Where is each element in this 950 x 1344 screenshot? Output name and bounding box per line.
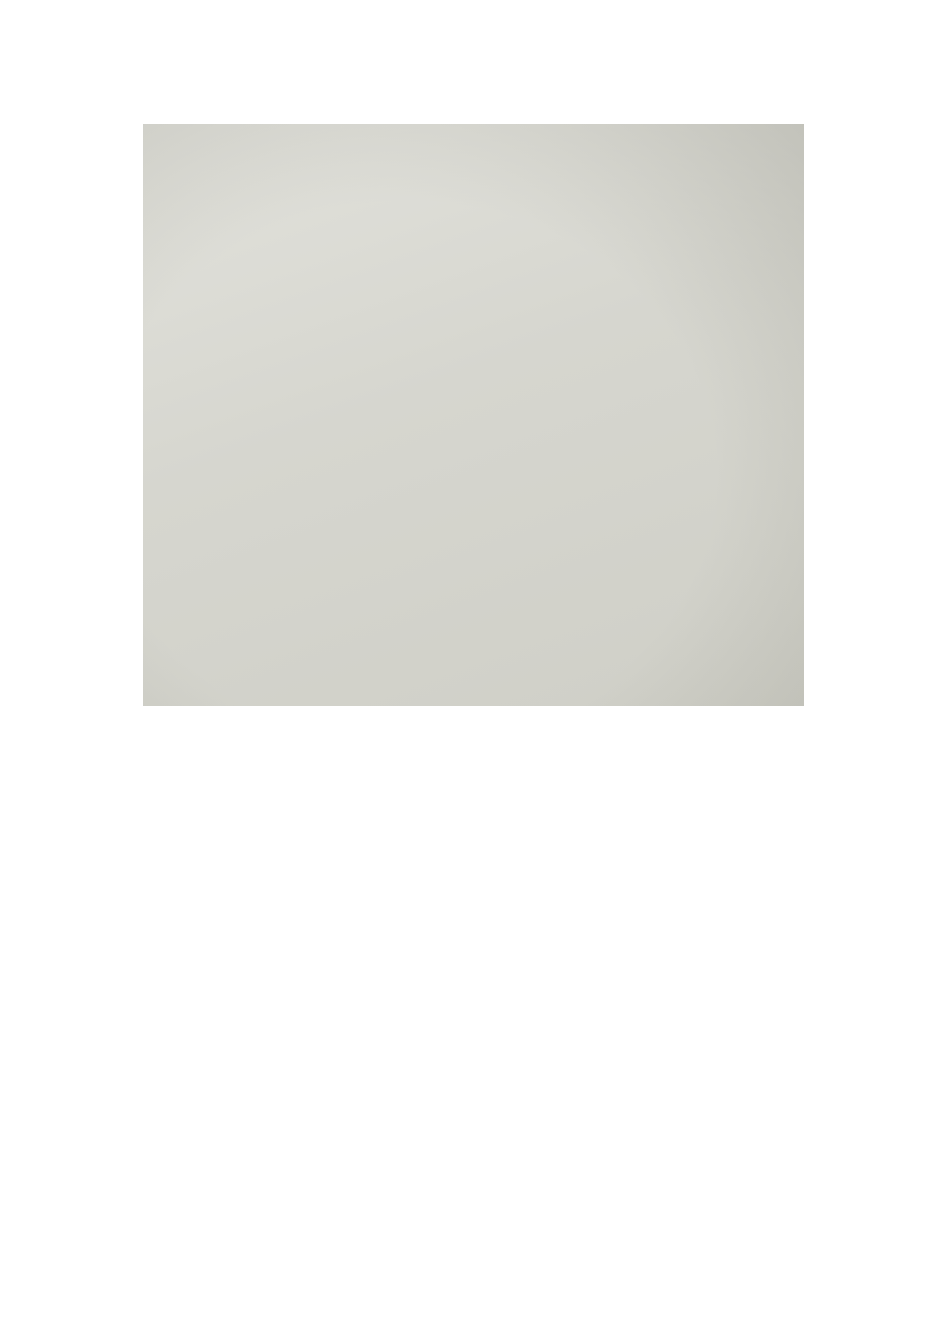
notes-content bbox=[144, 752, 808, 818]
textbook-page-photo bbox=[143, 124, 804, 706]
photo-shading bbox=[143, 124, 804, 706]
